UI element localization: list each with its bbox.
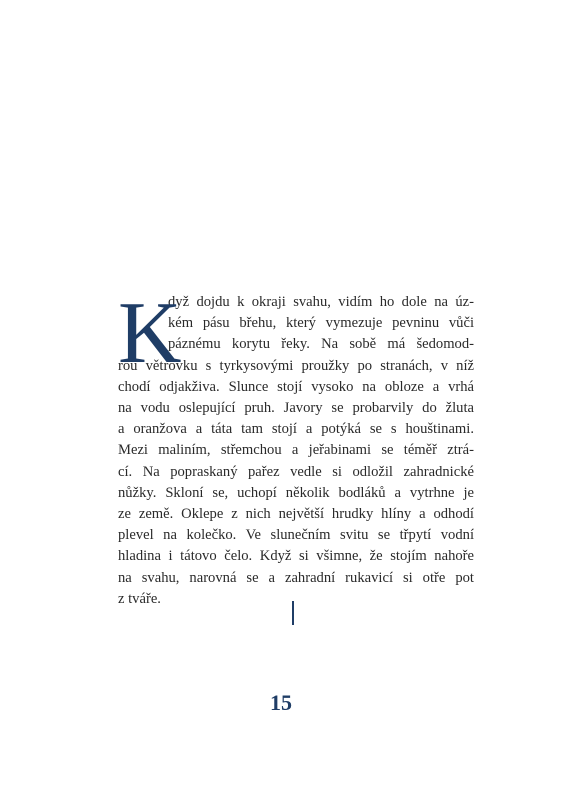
text-line: z tváře.	[118, 590, 161, 607]
drop-cap: K	[118, 285, 182, 382]
text-line: dyž dojdu k okraji svahu, vidím ho dole na úz-	[168, 294, 474, 310]
text-line: plevel na kolečko. Ve slunečním svitu se třpytí vodní	[118, 527, 474, 544]
section-separator	[292, 601, 294, 625]
text-line: kém pásu břehu, který vymezuje pevninu vůči	[168, 315, 474, 332]
text-line: na vodu oslepující pruh. Javory se probarvily do žluta	[118, 400, 474, 417]
page-number: 15	[270, 690, 292, 715]
text-line: a oranžova a táta tam stojí a potýká se s houštinami.	[118, 421, 474, 438]
text-line: ze země. Oklepe z nich největší hrudky hlíny a odhodí	[118, 506, 474, 523]
text-line: nůžky. Skloní se, uchopí několik bodláků a vytrhne je	[118, 484, 474, 501]
text-line: Mezi maliním, střemchou a jeřabinami se téměř ztrá-	[118, 442, 474, 459]
text-line: chodí odjakživa. Slunce stojí vysoko na obloze a vrhá	[118, 378, 474, 395]
text-line: rou větrovku s tyrkysovými proužky po stranách, v níž	[118, 357, 474, 374]
text-line: na svahu, narovná se a zahradní rukavicí si otře pot	[118, 569, 474, 586]
text-line: cí. Na popraskaný pařez vedle si odložil zahradnické	[118, 463, 474, 480]
body-text	[118, 285, 474, 610]
text-line: páznému korytu řeky. Na sobě má šedomod-	[168, 336, 474, 353]
text-line: hladina i tátovo čelo. Když si všimne, že stojím nahoře	[118, 548, 474, 565]
